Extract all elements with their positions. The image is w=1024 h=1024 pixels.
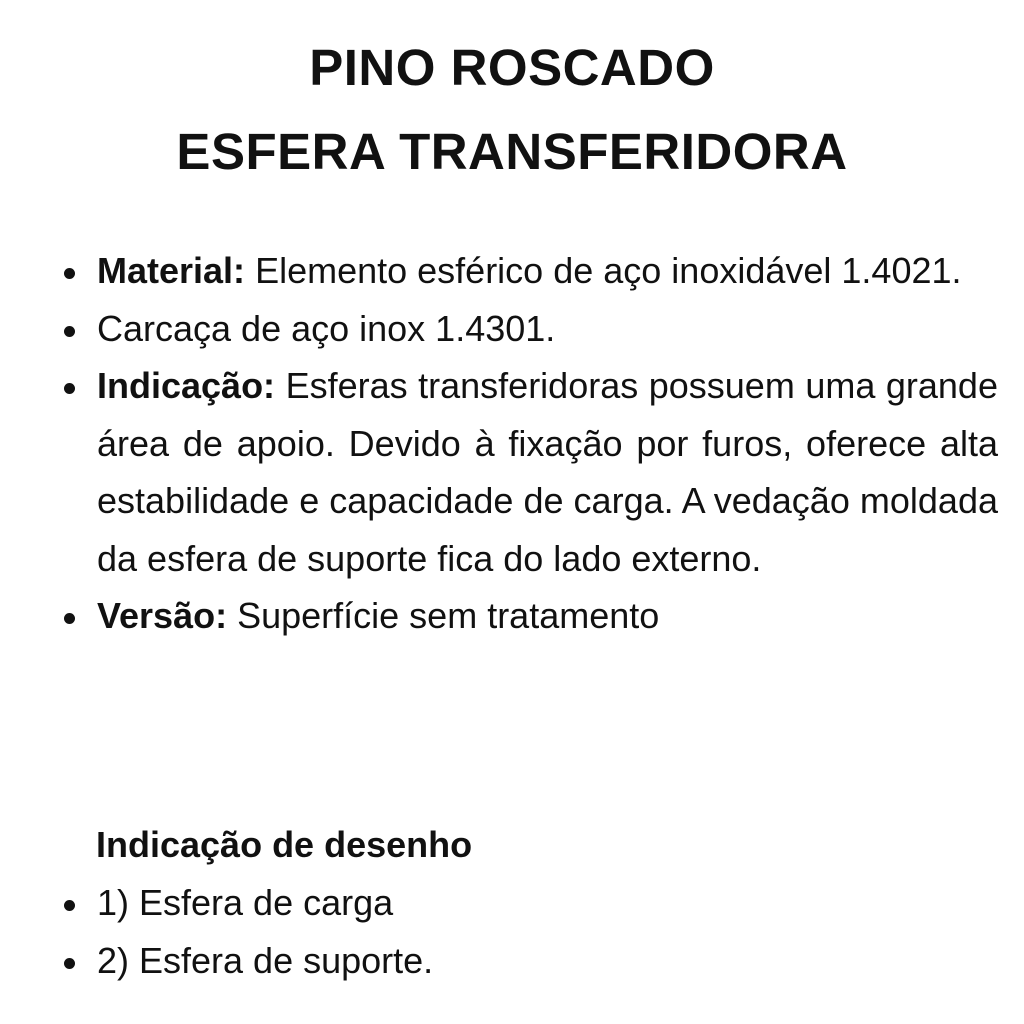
spec-list (62, 242, 998, 645)
bullet-icon (64, 900, 75, 911)
spec-text: Elemento esférico de aço inoxidável 1.4021. (255, 250, 962, 291)
drawing-list (62, 874, 998, 989)
spec-label: Material: (97, 250, 246, 291)
bullet-icon (64, 326, 75, 337)
drawing-item (62, 932, 998, 990)
bullet-icon (64, 268, 75, 279)
spec-text: Superfície sem tratamento (237, 595, 660, 636)
spec-label: Versão: (97, 595, 228, 636)
spec-item-indication (62, 357, 998, 587)
drawing-item-text: 1) Esfera de carga (97, 882, 394, 923)
spec-item-housing (62, 300, 998, 358)
drawing-item-text: 2) Esfera de suporte. (97, 939, 434, 981)
spec-text: Carcaça de aço inox 1.4301. (97, 307, 556, 349)
spec-text: Esferas transferidoras possuem uma grande área de apoio. Devido à fixação por furos, oferece alta estabilidade e capacidade de carga. A vedação moldada da esfera de suporte fica do lado externo. (97, 365, 998, 579)
spec-item-version (62, 587, 998, 645)
bullet-icon (64, 613, 75, 624)
drawing-item (62, 874, 998, 932)
bullet-icon (64, 958, 75, 969)
title-line-2: ESFERA TRANSFERIDORA (176, 123, 848, 180)
spec-item-material (62, 242, 998, 300)
spec-label: Indicação: (97, 365, 276, 406)
drawing-heading: Indicação de desenho (96, 824, 473, 865)
title-line-1: PINO ROSCADO (309, 39, 715, 96)
bullet-icon (64, 383, 75, 394)
